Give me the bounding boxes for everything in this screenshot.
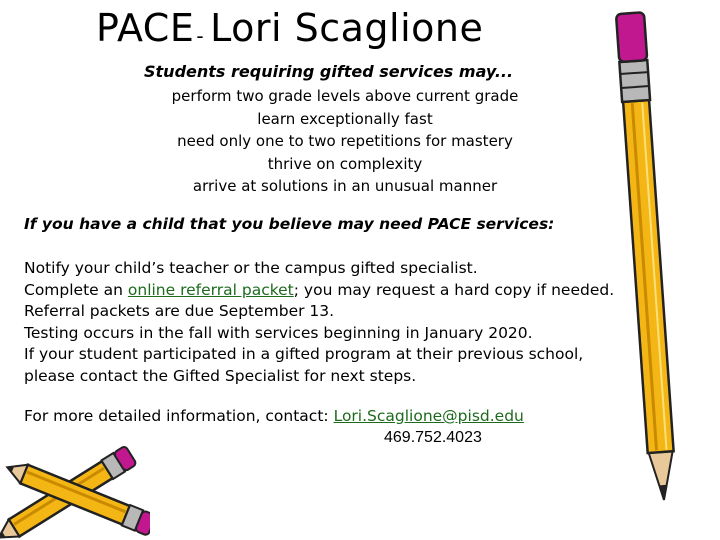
trait-item: need only one to two repetitions for mastery bbox=[177, 132, 513, 150]
contact-email-link[interactable]: Lori.Scaglione@pisd.edu bbox=[333, 407, 524, 425]
trait-item: learn exceptionally fast bbox=[257, 109, 433, 128]
pencil-icon bbox=[590, 0, 720, 540]
title-name: Lori Scaglione bbox=[210, 6, 484, 50]
step-previous-line1: If your student participated in a gifted program at their previous school, bbox=[24, 345, 584, 363]
referral-prompt: If you have a child that you believe may need PACE services: bbox=[24, 215, 555, 233]
step-notify: Notify your child’s teacher or the campus gifted specialist. bbox=[24, 259, 478, 277]
steps-list bbox=[24, 258, 614, 387]
trait-item: thrive on complexity bbox=[267, 154, 423, 173]
contact-label: For more detailed information, contact: bbox=[24, 407, 329, 425]
step-testing: Testing occurs in the fall with services beginning in January 2020. bbox=[24, 323, 533, 342]
page-title bbox=[96, 6, 483, 50]
subtitle: Students requiring gifted services may... bbox=[144, 62, 514, 81]
trait-item: perform two grade levels above current grade bbox=[171, 87, 519, 105]
title-program: PACE bbox=[96, 6, 195, 50]
title-separator: - bbox=[196, 24, 205, 48]
trait-item: arrive at solutions in an unusual manner bbox=[192, 177, 498, 195]
traits-list bbox=[120, 85, 570, 198]
step-complete bbox=[24, 280, 614, 302]
contact-line bbox=[24, 407, 524, 425]
step-previous-line2: please contact the Gifted Specialist for next steps. bbox=[24, 366, 417, 385]
step-complete-suffix: ; you may request a hard copy if needed. bbox=[293, 280, 615, 299]
referral-packet-link[interactable]: online referral packet bbox=[127, 280, 294, 299]
contact-phone: 469.752.4023 bbox=[384, 429, 482, 446]
step-due: Referral packets are due September 13. bbox=[24, 302, 335, 320]
step-complete-prefix: Complete an bbox=[24, 280, 128, 299]
pencils-icon bbox=[0, 440, 150, 540]
